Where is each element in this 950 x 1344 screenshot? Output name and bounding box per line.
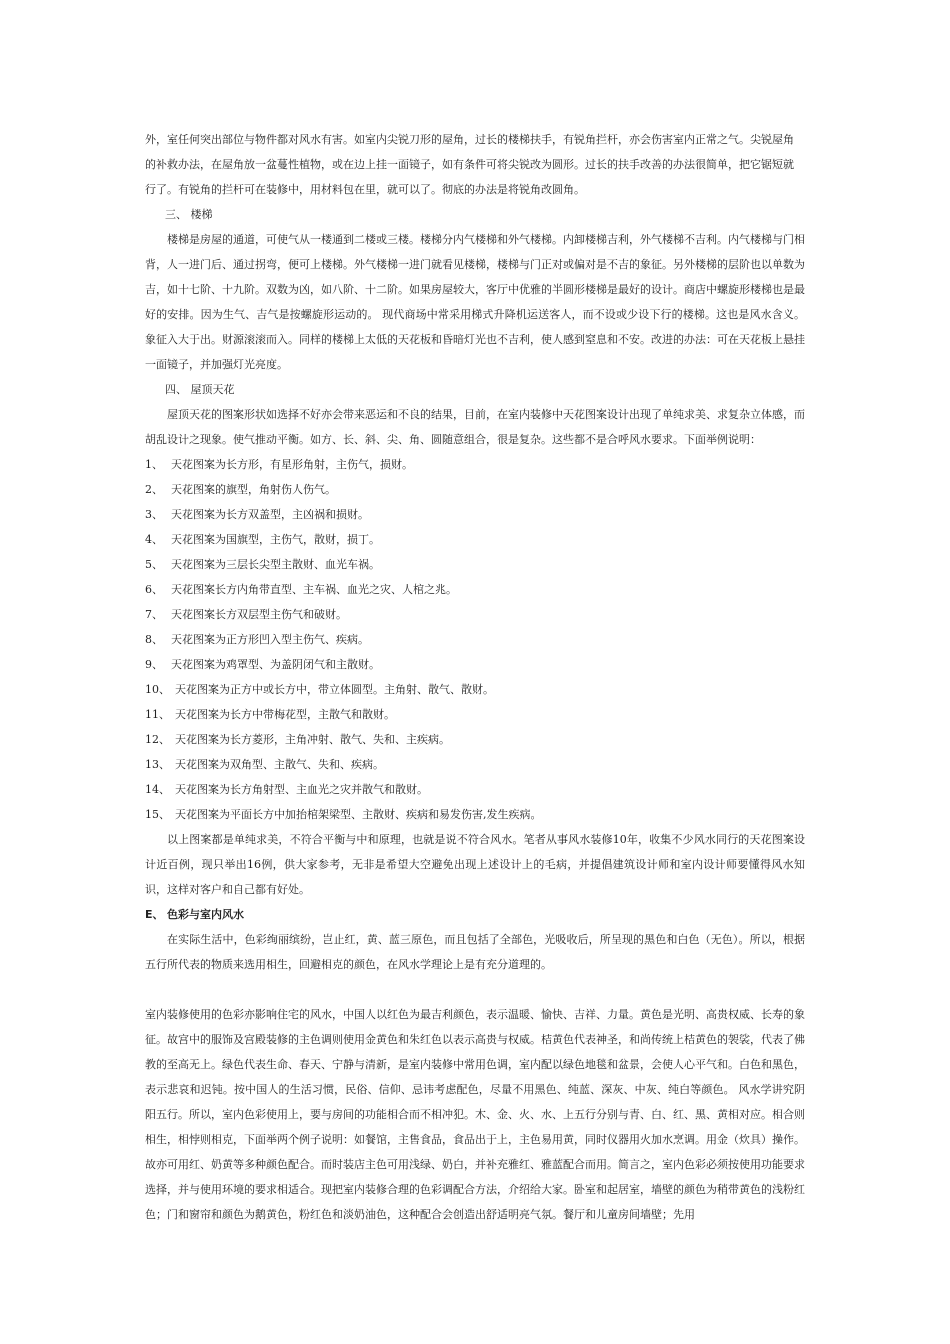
intro-line: 的补救办法，在屋角放一盆蔓性植物，或在边上挂一面镜子，如有条件可将尖锐改为圆形。过长的扶手改善的办法很简单，把它锯短就 [145, 158, 794, 171]
list-item: 10、 天花图案为正方中或长方中，带立体圆型。主角射、散气、散财。 [145, 683, 494, 696]
section-heading-color: E、 色彩与室内风水 [145, 908, 244, 921]
list-item: 2、 天花图案的旗型，角射伤人伤气。 [145, 483, 336, 496]
list-item: 9、 天花图案为鸡罩型、为盖阴闭气和主散财。 [145, 658, 380, 671]
ceiling-summary: 以上图案都是单纯求美，不符合平衡与中和原理，也就是说不符合风水。笔者从事风水装修10年，收集不少风水同行的天花图案设计近百例，现只举出16例，供大家参考，无非是希望大空避免出现上述设计上的毛病，并提倡建筑设计师和室内设计师要懂得风水知识，这样对客户和自己都有好处。 [145, 833, 805, 896]
intro-line: 外，室任何突出部位与物件都对风水有害。如室内尖锐刀形的屋角，过长的楼梯扶手，有锐角拦杆，亦会伤害室内正常之气。尖锐屋角 [145, 133, 794, 146]
color-paragraph-2: 室内装修使用的色彩亦影响住宅的风水，中国人以红色为最吉利颜色，表示温暖、愉快、吉祥、力量。黄色是光明、高贵权威、长寿的象征。故宫中的服饰及宫殿装修的主色调则使用金黄色和朱红色以表示高贵与权威。桔黄色代表神圣，和尚传统上桔黄色的袈裟，代表了佛教的至高无上。绿色代表生命、春天、宁静与清新，是室内装修中常用色调，室内配以绿色地毯和盆景，会使人心平气和。白色和黑色，表示悲哀和迟钝。按中国人的生活习惯，民俗、信仰、忌讳考虑配色，尽量不用黑色、纯蓝、深灰、中灰、纯白等颜色。 风水学讲究阴阳五行。所以，室内色彩使用上，要与房间的功能相合而不相冲犯。木、金、火、水、上五行分别与青、白、红、黑、黄相对应。相合则相生，相悖则相克，下面举两个例子说明：如餐馆，主售食品，食品出于上，主色易用黄，同时仪器用火加水烹调。用金（炊具）操作。故亦可用红、奶黄等多种颜色配合。而时装店主色可用浅绿、奶白，并补充雅红、雅蓝配合而用。简言之，室内色彩必须按使用功能要求选择，并与使用环境的要求相适合。现把室内装修合理的色彩调配合方法，介绍给大家。卧室和起居室，墙壁的颜色为稍带黄色的浅粉红色；门和窗帘和颜色为鹅黄色，粉红色和淡奶油色，这种配合会创造出舒适明亮气氛。餐厅和儿童房间墙壁；先用 [145, 1008, 805, 1221]
list-item: 4、 天花图案为国旗型，主伤气，散财，损丁。 [145, 533, 380, 546]
list-item: 12、 天花图案为长方菱形，主角冲射、散气、失和、主疾病。 [145, 733, 450, 746]
list-item: 13、 天花图案为双角型、主散气、失和、疾病。 [145, 758, 384, 771]
section-heading-stairs: 三、 楼梯 [165, 208, 213, 221]
list-item: 11、 天花图案为长方中带梅花型，主散气和散财。 [145, 708, 395, 721]
list-item: 1、 天花图案为长方形，有星形角射，主伤气，损财。 [145, 458, 413, 471]
paragraph-gap [145, 977, 805, 1002]
list-item: 8、 天花图案为正方形凹入型主伤气、疾病。 [145, 633, 369, 646]
list-item: 6、 天花图案长方内角带直型、主车祸、血光之灾、人棺之兆。 [145, 583, 457, 596]
list-item: 5、 天花图案为三层长尖型主散财、血光车祸。 [145, 558, 380, 571]
list-item: 15、 天花图案为平面长方中加抬棺架梁型、主散财、疾病和易发伤害,发生疾病。 [145, 808, 542, 821]
list-item: 3、 天花图案为长方双盖型，主凶祸和损财。 [145, 508, 369, 521]
section-text-ceiling: 屋顶天花的图案形状如选择不好亦会带来恶运和不良的结果，目前，在室内装修中天花图案设计出现了单纯求美、求复杂立体感，而胡乱设计之现象。使气推动平衡。如方、长、斜、尖、角、圆随意组合，很是复杂。这些都不是合呼风水要求。下面举例说明： [145, 408, 805, 446]
list-item: 14、 天花图案为长方角射型、主血光之灾并散气和散财。 [145, 783, 428, 796]
intro-line: 行了。有锐角的拦杆可在装修中，用材料包在里，就可以了。彻底的办法是将锐角改圆角。 [145, 183, 585, 196]
color-paragraph-1: 在实际生活中，色彩绚丽缤纷，岂止红，黄、蓝三原色，而且包括了全部色，光吸收后，所呈现的黑色和白色（无色）。所以，根据五行所代表的物质来选用相生，回避相克的颜色，在风水学理论上是有充分道理的。 [145, 933, 805, 971]
section-heading-ceiling: 四、 屋顶天花 [165, 383, 235, 396]
document-body [145, 127, 805, 1227]
section-text-stairs: 楼梯是房屋的通道，可使气从一楼通到二楼或三楼。楼梯分内气楼梯和外气楼梯。内卸楼梯吉利，外气楼梯不吉利。内气楼梯与门相背，人一进门后、通过拐弯，便可上楼梯。外气楼梯一进门就看见楼梯，楼梯与门正对或偏对是不吉的象征。另外楼梯的层阶也以单数为吉，如十七阶、十九阶。双数为凶，如八阶、十二阶。如果房屋较大，客厅中优雅的半圆形楼梯是最好的设计。商店中螺旋形楼梯也是最好的安排。因为生气、吉气是按螺旋形运动的。 现代商场中常采用梯式升降机运送客人，而不设或少设下行的楼梯。这也是风水含义。象征入大于出。财源滚滚而入。同样的楼梯上太低的天花板和昏暗灯光也不吉利，使人感到窒息和不安。改进的办法：可在天花板上悬挂一面镜子，并加强灯光亮度。 [145, 233, 805, 371]
list-item: 7、 天花图案长方双层型主伤气和破财。 [145, 608, 347, 621]
